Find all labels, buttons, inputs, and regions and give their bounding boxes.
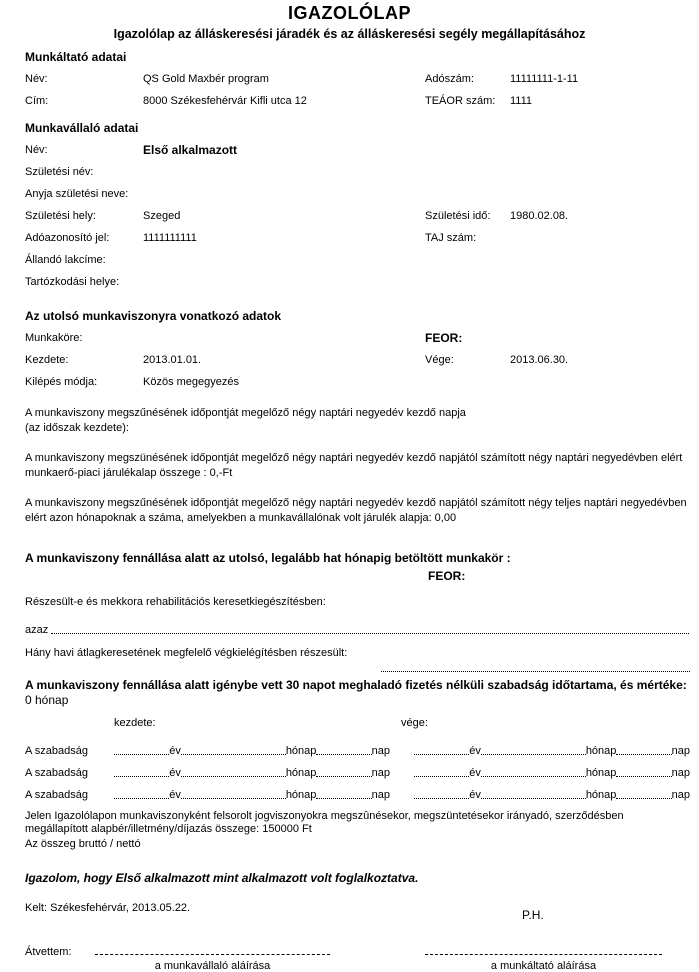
employer-signature-label: a munkáltató aláírása: [490, 959, 597, 972]
quarter-start-paragraph: A munkaviszony megszűnésének időpontját megelőző négy naptári negyedév kezdő napja (az időszak kezdete):: [25, 407, 466, 434]
employee-birth-name-row: [25, 161, 690, 183]
dotted-line: [181, 754, 286, 755]
last-employment-section-heading: Az utolsó munkaviszonyra vonatkozó adatok: [25, 309, 282, 323]
employer-name-label: Név:: [25, 73, 48, 85]
dotted-line: [414, 798, 469, 799]
contribution-base-paragraph: A munkaviszony megszünésének időpontját megelőző négy naptári negyedév kezdő napjától számított négy naptári negyedévben elért munkaerő-piaci járulékalap összege : 0,-Ft: [25, 452, 683, 479]
employer-address-row: [25, 90, 690, 112]
exit-mode-value: Közös megegyezés: [143, 376, 239, 388]
dotted-line: [181, 798, 286, 799]
employer-teaor-label: TEÁOR szám:: [425, 95, 496, 107]
dotted-line: [414, 776, 469, 777]
employment-start-label: Kezdete:: [25, 354, 69, 366]
employer-taxnum-label: Adószám:: [425, 73, 474, 85]
job-title-label: Munkaköre:: [25, 332, 83, 344]
signature-row: [25, 936, 690, 958]
employee-birth-date-value: 1980.02.08.: [510, 210, 569, 222]
employee-tax-id-value: 1111111111: [143, 232, 197, 244]
exit-mode-row: [25, 371, 690, 393]
employer-teaor-value: 1111: [510, 95, 533, 107]
employee-perm-address-label: Állandó lakcíme:: [25, 254, 106, 266]
employer-name-row: [25, 68, 690, 90]
feor-label: FEOR:: [425, 331, 463, 345]
dotted-line: [114, 754, 169, 755]
dotted-line: [481, 776, 586, 777]
dotted-line: [114, 798, 169, 799]
employee-birth-date-label: Születési idő:: [425, 210, 491, 222]
employee-birth-place-row: [25, 205, 690, 227]
leave-end-column-label: vége:: [401, 716, 428, 729]
leave-row: A szabadság év hónap nap év hónap nap: [25, 744, 690, 757]
last-position-line: A munkaviszony fennállása alatt az utolsó, legalább hat hónapig betöltött munkakör :: [25, 551, 511, 565]
employer-signature-line: [425, 954, 662, 955]
employee-residence-row: [25, 271, 690, 293]
employee-birth-place-label: Születési hely:: [25, 210, 96, 222]
leave-row: A szabadság év hónap nap év hónap nap: [25, 788, 690, 801]
dotted-line: [616, 798, 671, 799]
employee-tax-id-label: Adóazonosító jel:: [25, 232, 110, 244]
dotted-line: [316, 776, 371, 777]
employee-name-row: [25, 139, 690, 161]
employee-mother-name-row: [25, 183, 690, 205]
employer-address-value: 8000 Székesfehérvár Kifli utca 12: [143, 95, 307, 107]
dotted-line: [114, 776, 169, 777]
date-place-line: Kelt: Székesfehérvár, 2013.05.22.: [25, 901, 191, 914]
employee-perm-address-row: [25, 249, 690, 271]
dotted-line: [481, 798, 586, 799]
job-title-row: [25, 327, 690, 349]
employee-name-label: Név:: [25, 144, 48, 156]
dotted-line: [316, 754, 371, 755]
employer-name-value: QS Gold Maxbér program: [143, 73, 269, 85]
last-position-feor-label: FEOR:: [428, 568, 466, 583]
severance-question: Hány havi átlagkeresetének megfelelő végkielégítésben részesült:: [25, 647, 348, 659]
gross-net-line: Az összeg bruttó / nettó: [25, 837, 141, 850]
signature-labels: [25, 960, 690, 972]
employee-signature-label: a munkavállaló aláírása: [154, 959, 271, 972]
rehab-question: Részesült-e és mekkora rehabilitációs keresetkiegészítésben:: [25, 595, 326, 608]
dotted-line: [616, 754, 671, 755]
employment-end-label: Vége:: [425, 354, 454, 366]
employee-birth-place-value: Szeged: [143, 210, 181, 222]
employee-mother-name-label: Anyja születési neve:: [25, 188, 129, 200]
dotted-line: [414, 754, 469, 755]
stamp-place-label: P.H.: [522, 908, 544, 922]
employment-start-value: 2013.01.01.: [143, 354, 202, 366]
employment-dates-row: [25, 349, 690, 371]
employer-section-heading: Munkáltató adatai: [25, 50, 127, 64]
employer-address-label: Cím:: [25, 95, 49, 107]
exit-mode-label: Kilépés módja:: [25, 376, 98, 388]
employee-birth-name-label: Születési név:: [25, 166, 94, 178]
leave-start-column-label: kezdete:: [114, 716, 156, 729]
base-salary-paragraph: Jelen Igazolólapon munkaviszonyként felsorolt jogviszonyokra megszûnésekor, megszüntetésekor irányadó, szerződésben megállapított alapbér/illetmény/díjazás összege: 150000 Ft: [25, 809, 624, 835]
document-title: IGAZOLÓLAP: [288, 3, 411, 23]
leave-row: A szabadság év hónap nap év hónap nap: [25, 766, 690, 779]
employment-end-value: 2013.06.30.: [510, 354, 569, 366]
azaz-row: [25, 620, 690, 636]
dotted-line: [316, 798, 371, 799]
dotted-line: [181, 776, 286, 777]
dotted-line: [481, 754, 586, 755]
received-label: Átvettem:: [25, 945, 72, 958]
employee-taj-label: TAJ szám:: [425, 232, 477, 244]
certification-statement: Igazolom, hogy Első alkalmazott mint alkalmazott volt foglalkoztatva.: [25, 870, 419, 885]
employee-name-value: Első alkalmazott: [143, 143, 238, 157]
unpaid-leave-heading: A munkaviszony fennállása alatt igénybe vett 30 napot meghaladó fizetés nélküli szabadság időtartama, és mértéke: 0 hónap: [25, 677, 687, 707]
dotted-line: [616, 776, 671, 777]
employee-residence-label: Tartózkodási helye:: [25, 276, 120, 288]
employee-section-heading: Munkavállaló adatai: [25, 121, 139, 135]
dotted-line: [381, 659, 690, 672]
employee-tax-id-row: [25, 227, 690, 249]
dotted-line: [51, 633, 689, 634]
leave-table-header: [25, 717, 690, 735]
employer-taxnum-value: 11111111-1-11: [510, 73, 579, 85]
employee-signature-line: [95, 954, 330, 955]
azaz-label: azaz: [25, 624, 49, 636]
document-subtitle: Igazolólap az álláskeresési járadék és az álláskeresési segély megállapításához: [113, 27, 586, 41]
document-body: [0, 50, 699, 972]
contribution-months-paragraph: A munkaviszony megszűnésének időpontját megelőző négy naptári negyedév kezdő napjától számított négy teljes naptári negyedévben elért azon hónapoknak a száma, amelyekben a munkavállalónak volt járulék alapja: 0,00: [25, 497, 687, 524]
unpaid-leave-value: 0 hónap: [25, 693, 69, 707]
